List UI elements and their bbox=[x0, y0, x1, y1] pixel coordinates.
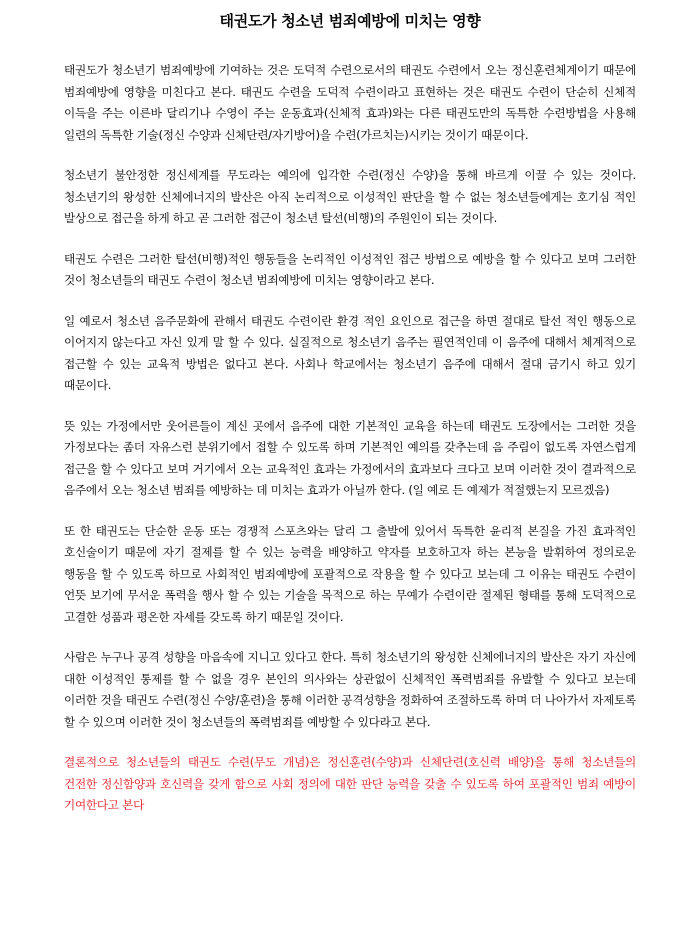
paragraph-4: 일 예로서 청소년 음주문화에 관해서 태권도 수련이란 환경 적인 요인으로 접근을 하면 절대로 탈선 적인 행동으로 이어지지 않는다고 자신 있게 말 할 수 있다. 실질적으로 청소년기 음주는 필연적인데 이 음주에 대해서 체계적으로 접근할 수 있는 교육적 방법은 없다고 본다. 사회나 학교에서는 청소년기 음주에 대해서 절대 금기시 하고 있기 때문이다. bbox=[64, 313, 636, 392]
paragraph-1: 태권도가 청소년기 범죄예방에 기여하는 것은 도덕적 수련으로서의 태권도 수련에서 오는 정신훈련체계이기 때문에 범죄예방에 영향을 미친다고 본다. 태권도 수련을 도덕적 수련이라고 표현하는 것은 태권도 수련이 단순히 신체적 이득을 주는 이른바 달리기나 수영이 주는 운동효과(신체적 효과)와는 다른 태권도만의 독특한 수련방법을 사용해 일련의 독특한 기술(정신 수양과 신체단련/자기방어)을 수련(가르치는)시키는 것이기 때문이다. bbox=[64, 63, 636, 142]
conclusion-paragraph: 결론적으로 청소년들의 태권도 수련(무도 개념)은 정신훈련(수양)과 신체단련(호신력 배양)을 통해 청소년들의 건전한 정신함양과 호신력을 갖게 함으로 사회 정의에 대한 판단 능력을 갖출 수 있도록 하여 포괄적인 범죄 예방이 기여한다고 본다 bbox=[64, 755, 636, 812]
paragraph-2: 청소년기 불안정한 정신세계를 무도라는 예의에 입각한 수련(정신 수양)을 통해 바르게 이끌 수 있는 것이다. 청소년기의 왕성한 신체에너지의 발산은 아직 논리적으로 이성적인 판단을 할 수 없는 청소년들에게는 호기심 적인 발상으로 접근을 하게 하고 곧 그러한 접근이 청소년 탈선(비행)의 주원인이 되는 것이다. bbox=[64, 168, 636, 225]
paragraph-6: 또 한 태권도는 단순한 운동 또는 경쟁적 스포츠와는 달리 그 출발에 있어서 독특한 윤리적 본질을 가진 효과적인 호신술이기 때문에 자기 절제를 할 수 있는 능력을 배양하고 약자를 보호하고자 하는 본능을 발휘하여 정의로운 행동을 할 수 있도록 하므로 사회적인 범죄예방에 포괄적으로 작용을 할 수 있다고 보는데 그 이유는 태권도 수련이 언뜻 보기에 무서운 폭력을 행사 할 수 있는 기술을 목적으로 하는 무예가 수련이란 절제된 형태를 통해 도덕적으로 고결한 성품과 평온한 자세를 갖도록 하기 때문일 것이다. bbox=[64, 523, 636, 624]
paragraph-5: 뜻 있는 가정에서만 웃어른들이 계신 곳에서 음주에 대한 기본적인 교육을 하는데 태권도 도장에서는 그러한 것을 가정보다는 좀더 자유스런 분위기에서 접할 수 있도록 하며 기본적인 예의를 갖추는데 음 주림이 없도록 자연스럽게 접근을 할 수 있다고 보며 거기에서 오는 교육적인 효과는 가정에서의 효과보다 크다고 보며 이러한 것이 결과적으로 음주에서 오는 청소년 범죄를 예방하는 데 미치는 효과가 아닐까 한다. (일 예로 든 예제가 적절했는지 모르겠음) bbox=[64, 418, 636, 497]
page-title: 태권도가 청소년 범죄예방에 미치는 영향 bbox=[219, 12, 481, 30]
paragraph-3: 태권도 수련은 그러한 탈선(비행)적인 행동들을 논리적인 이성적인 접근 방법으로 예방을 할 수 있다고 보며 그러한 것이 청소년들의 태권도 수련이 청소년 범죄예방에 미치는 영향이라고 본다. bbox=[64, 251, 636, 287]
paragraph-7: 사람은 누구나 공격 성향을 마음속에 지니고 있다고 한다. 특히 청소년기의 왕성한 신체에너지의 발산은 자기 자신에 대한 이성적인 통제를 할 수 없을 경우 본인의 의사와는 상관없이 신체적인 폭력범죄를 유발할 수 있다고 보는데 이러한 것을 태권도 수련(정신 수양/훈련)을 통해 이러한 공격성향을 정화하여 조절하도록 하며 더 나아가서 자제토록 할 수 있으며 이러한 것이 청소년들의 폭력범죄를 예방할 수 있다라고 본다. bbox=[64, 650, 636, 729]
